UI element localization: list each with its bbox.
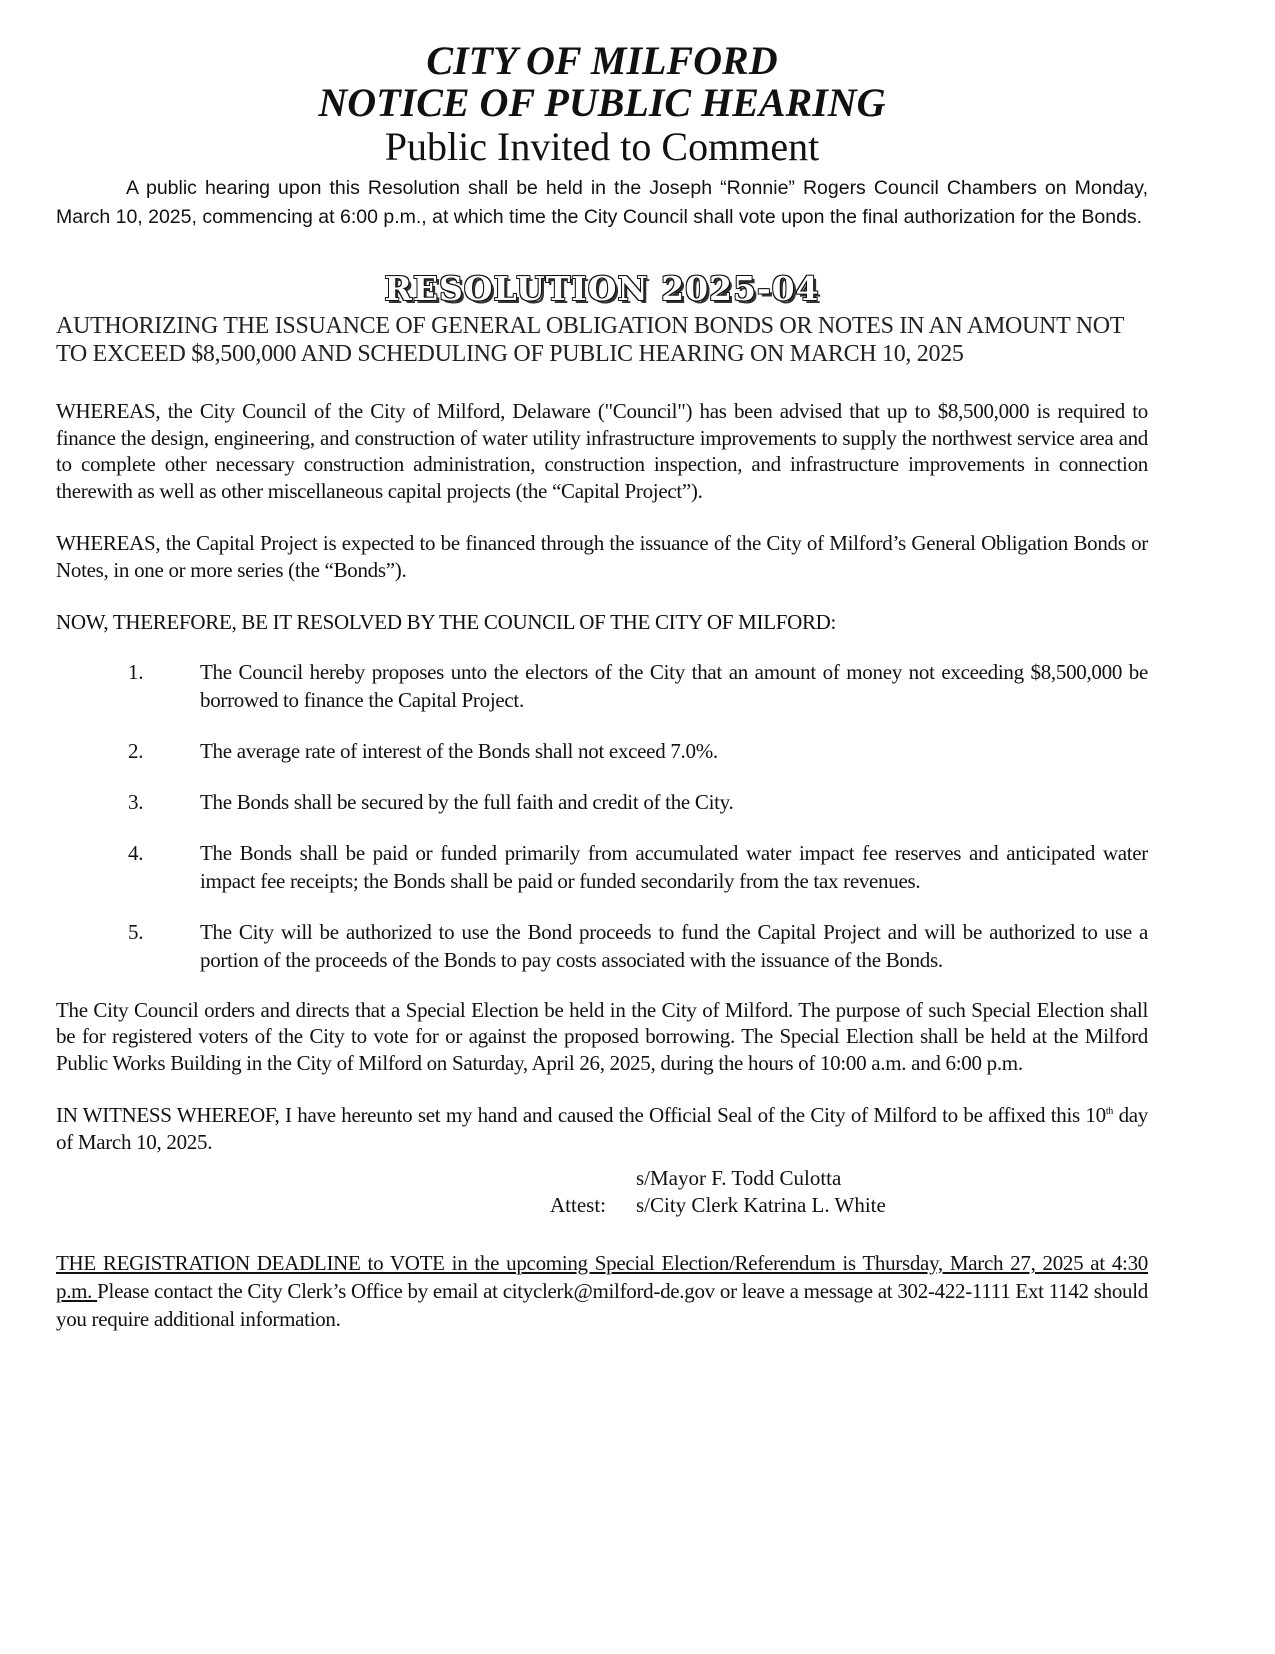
clerk-signature: s/City Clerk Katrina L. White — [636, 1193, 886, 1217]
mayor-signature: s/Mayor F. Todd Culotta — [636, 1166, 842, 1190]
whereas-paragraph-1: WHEREAS, the City Council of the City of Milford, Delaware ("Council") has been advised that up to $8,500,000 is required to finance the design, engineering, and construction of water utility infrastructure improvements to supply the northwest service area and to complete other necessary construction administration, construction inspection, and infrastructure improvements in connection therewith as well as other miscellaneous capital projects (the “Capital Project”). — [56, 399, 1148, 503]
resolution-item — [56, 788, 1148, 816]
special-election-paragraph: The City Council orders and directs that a Special Election be held in the City of Milford. The purpose of such Special Election shall be for registered voters of the City to vote for or against the proposed borrowing. The Special Election shall be held at the Milford Public Works Building in the City of Milford on Saturday, April 26, 2025, during the hours of 10:00 a.m. and 6:00 p.m. — [56, 997, 1148, 1075]
hearing-intro — [56, 174, 1148, 232]
contact-info: Please contact the City Clerk’s Office by email at cityclerk@milford-de.gov or leave a message at 302-422-1111 Ext 1142 should you require additional information. — [56, 1279, 1148, 1331]
invitation-subtitle: Public Invited to Comment — [384, 124, 820, 169]
deadline-underlined: THE REGISTRATION DEADLINE to VOTE in the upcoming Special Election/Referendum is Thursday, March 27, 2025 at 4:30 p.m. — [56, 1251, 1148, 1303]
witness-paragraph — [56, 1102, 1148, 1155]
resolution-item — [56, 839, 1148, 895]
resolution-item — [56, 658, 1148, 714]
item-text: The Bonds shall be paid or funded primarily from accumulated water impact fee reserves and anticipated water impact fee receipts; the Bonds shall be paid or funded secondarily from the tax revenues. — [200, 840, 1148, 893]
witness-date: day of March 10, 2025. — [56, 1103, 1148, 1154]
item-number: 1. — [128, 659, 144, 684]
resolution-item — [56, 737, 1148, 765]
item-number: 3. — [128, 789, 144, 814]
item-number: 4. — [128, 840, 144, 865]
resolution-subtitle: AUTHORIZING THE ISSUANCE OF GENERAL OBLIGATION BONDS OR NOTES IN AN AMOUNT NOT TO EXCEED $8,500,000 AND SCHEDULING OF PUBLIC HEARING ON MARCH 10, 2025 — [56, 313, 1124, 367]
resolution-items — [56, 658, 1148, 974]
hearing-intro-text: A public hearing upon this Resolution shall be held in the Joseph “Ronnie” Rogers Council Chambers on Monday, March 10, 2025, commencing at 6:00 p.m., at which time the City Council shall vote upon the final authorization for the Bonds. — [56, 177, 1148, 228]
ordinal-suffix: th — [1105, 1106, 1114, 1117]
item-text: The average rate of interest of the Bonds shall not exceed 7.0%. — [200, 738, 718, 763]
city-title: CITY OF MILFORD — [426, 38, 778, 83]
resolution-item — [56, 918, 1148, 974]
item-number: 2. — [128, 738, 144, 763]
item-text: The City will be authorized to use the Bond proceeds to fund the Capital Project and will be authorized to use a portion of the proceeds of the Bonds to pay costs associated with the issuance of the Bonds. — [200, 919, 1148, 972]
signature-block — [56, 1165, 1148, 1221]
item-number: 5. — [128, 919, 144, 944]
notice-title: NOTICE OF PUBLIC HEARING — [318, 80, 886, 125]
whereas-paragraph-2: WHEREAS, the Capital Project is expected to be financed through the issuance of the City of Milford’s General Obligation Bonds or Notes, in one or more series (the “Bonds”). — [56, 531, 1148, 582]
resolution-title: RESOLUTION 2025-04 — [384, 269, 820, 308]
item-text: The Council hereby proposes unto the electors of the City that an amount of money not exceeding $8,500,000 be borrowed to finance the Capital Project. — [200, 659, 1148, 712]
attest-label: Attest: — [550, 1193, 606, 1217]
resolved-heading: NOW, THEREFORE, BE IT RESOLVED BY THE COUNCIL OF THE CITY OF MILFORD: — [56, 610, 837, 634]
registration-deadline — [56, 1249, 1148, 1333]
notice-page — [56, 40, 1148, 1333]
item-text: The Bonds shall be secured by the full faith and credit of the City. — [200, 789, 734, 814]
witness-text: IN WITNESS WHEREOF, I have hereunto set my hand and caused the Official Seal of the City of Milford to be affixed this 10 — [56, 1103, 1106, 1127]
